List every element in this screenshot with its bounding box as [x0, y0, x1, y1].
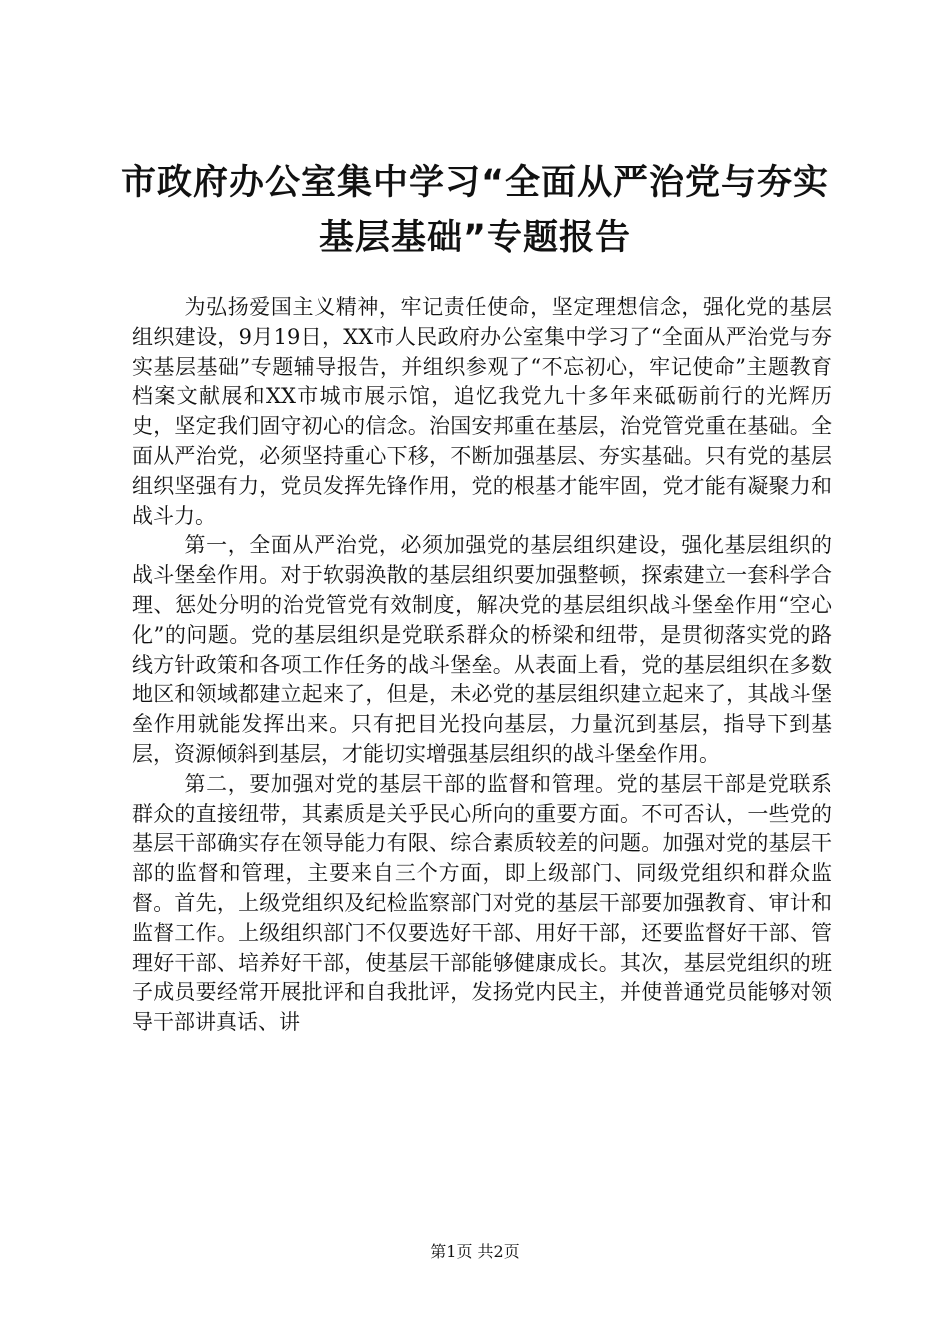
document-title-line-2: 基层基础”专题报告 [318, 218, 631, 258]
paragraph-first-point: 第一，全面从严治党，必须加强党的基层组织建设，强化基层组织的战斗堡垒作用。对于软弱涣散的基层组织要加强整顿，探索建立一套科学合理、惩处分明的治党管党有效制度，解决党的基层组织战斗堡垒作用“空心化”的问题。党的基层组织是党联系群众的桥梁和纽带，是贯彻落实党的路线方针政策和各项工作任务的战斗堡垒。从表面上看，党的基层组织在多数地区和领域都建立起来了，但是，未必党的基层组织建立起来了，其战斗堡垒作用就能发挥出来。只有把目光投向基层，力量沉到基层，指导下到基层，资源倾斜到基层，才能切实增强基层组织的战斗堡垒作用。 [132, 533, 832, 766]
document-body [132, 293, 832, 1038]
document-title-line-1: 市政府办公室集中学习“全面从严治党与夯实 [120, 163, 829, 203]
paragraph-second-point: 第二，要加强对党的基层干部的监督和管理。党的基层干部是党联系群众的直接纽带，其素质是关乎民心所向的重要方面。不可否认，一些党的基层干部确实存在领导能力有限、综合素质较差的问题。加强对党的基层干部的监督和管理，主要来自三个方面，即上级部门、同级党组织和群众监督。首先，上级党组织及纪检监察部门对党的基层干部要加强教育、审计和监督工作。上级组织部门不仅要选好干部、用好干部，还要监督好干部、管理好干部、培养好干部，使基层干部能够健康成长。其次，基层党组织的班子成员要经常开展批评和自我批评，发扬党内民主，并使普通党员能够对领导干部讲真话、讲 [132, 771, 832, 1035]
paragraph-intro: 为弘扬爱国主义精神，牢记责任使命，坚定理想信念，强化党的基层组织建设，9月19日，XX市人民政府办公室集中学习了“全面从严治党与夯实基层基础”专题辅导报告，并组织参观了“不忘初心，牢记使命”主题教育档案文献展和XX市城市展示馆，追忆我党九十多年来砥砺前行的光辉历史，坚定我们固守初心的信念。治国安邦重在基层，治党管党重在基础。全面从严治党，必须坚持重心下移，不断加强基层、夯实基础。只有党的基层组织坚强有力，党员发挥先锋作用，党的根基才能牢固，党才能有凝聚力和战斗力。 [132, 295, 832, 528]
page-number-footer: 第1页 共2页 [430, 1242, 520, 1261]
